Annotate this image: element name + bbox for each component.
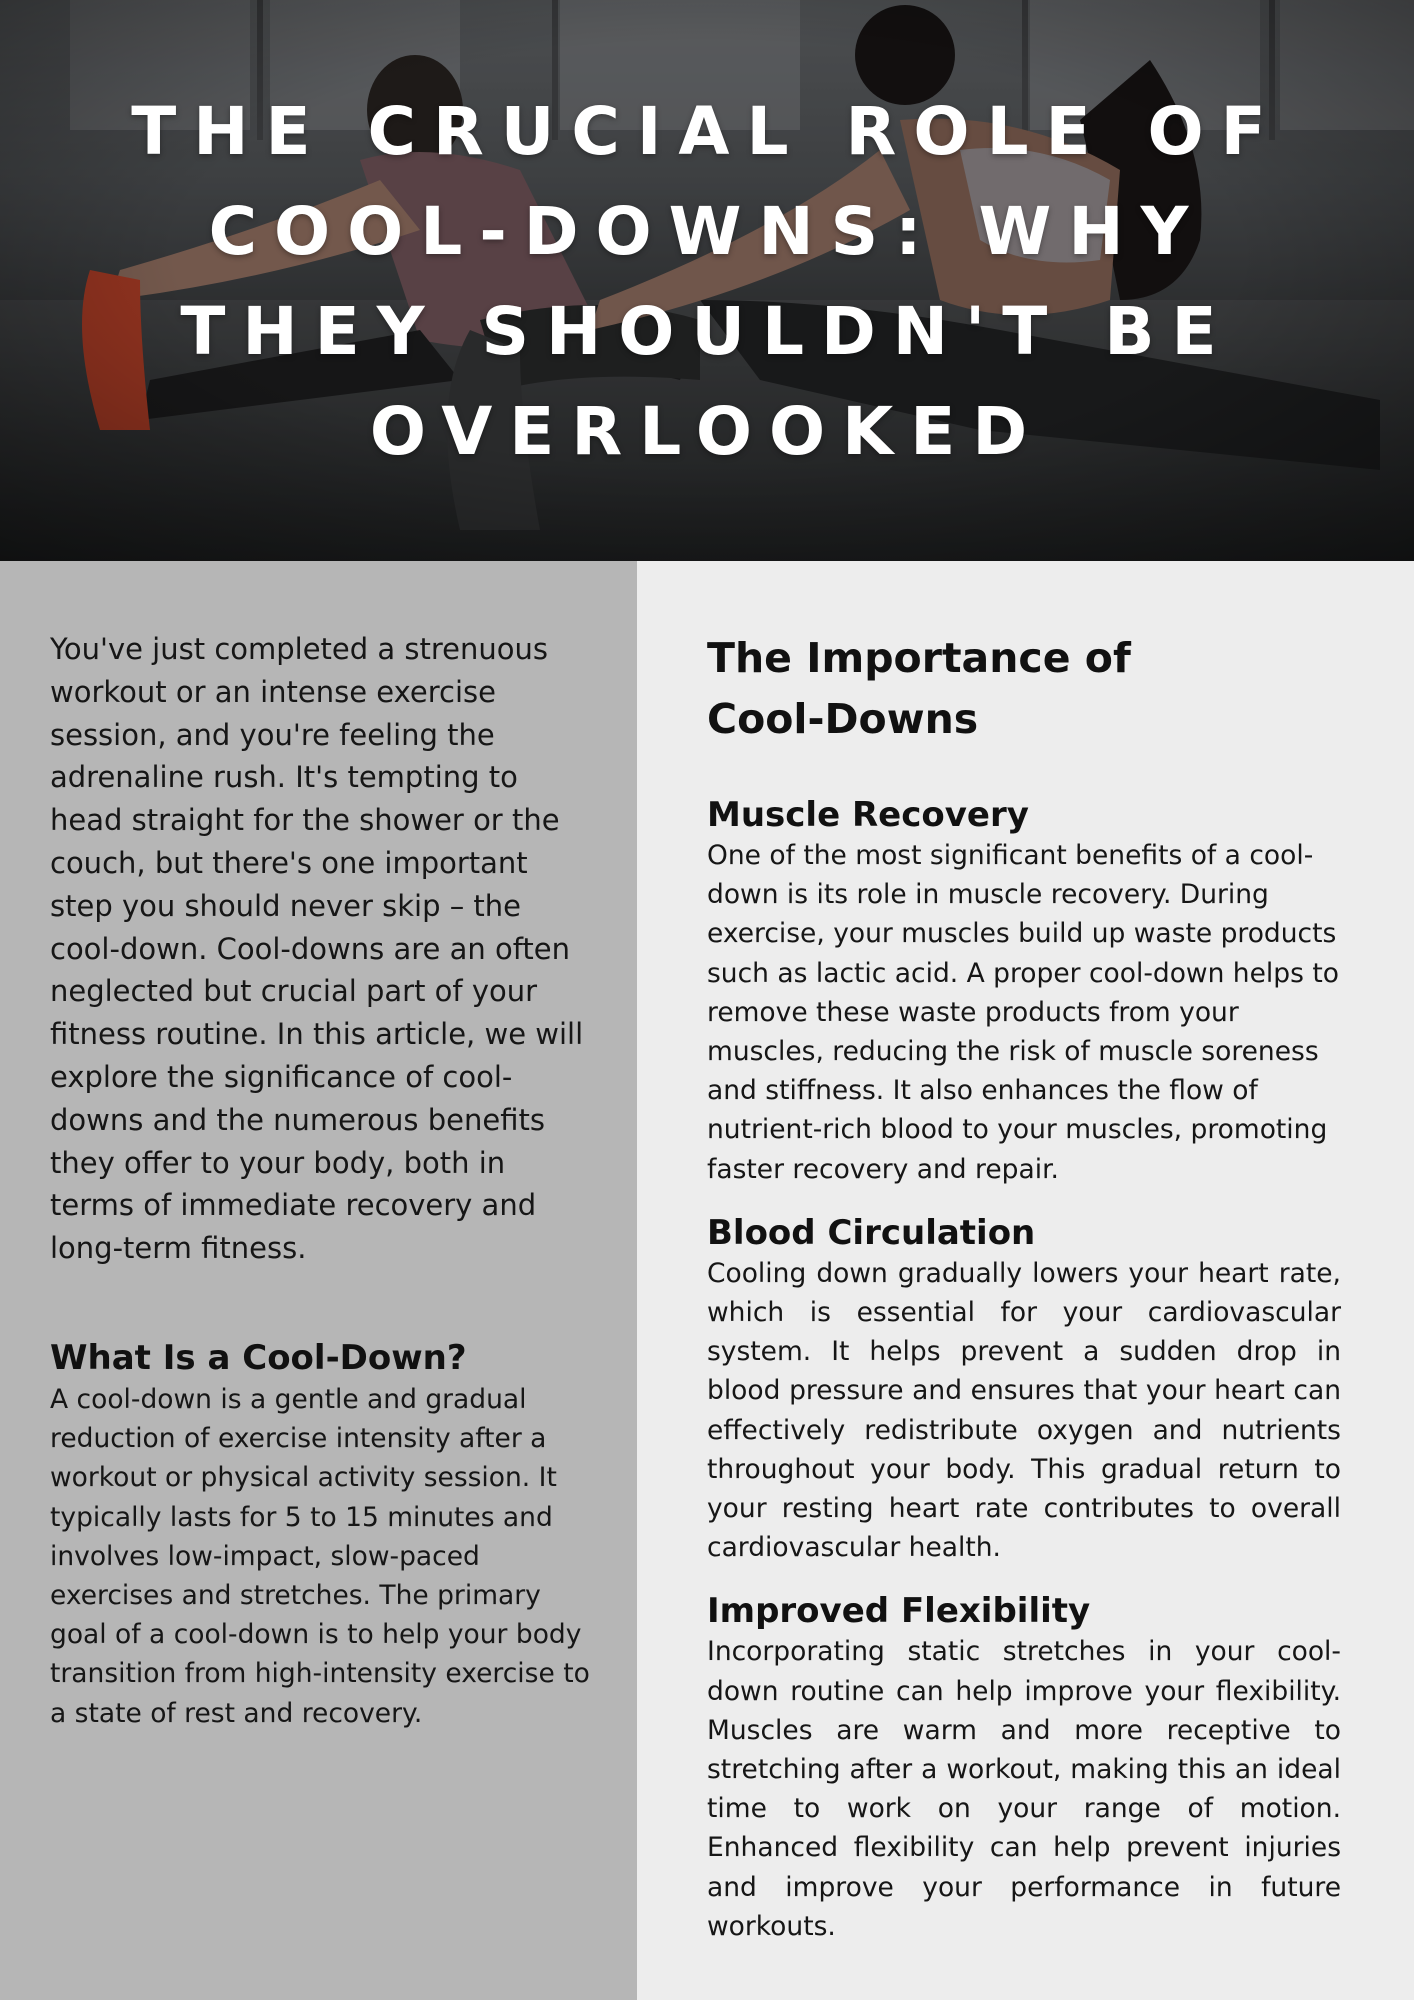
page-title: THE CRUCIAL ROLE OF COOL-DOWNS: WHY THEY SHOULDN'T BE OVERLOOKED <box>131 93 1283 470</box>
left-column <box>0 561 637 2000</box>
what-is-paragraph: A cool-down is a gentle and gradual reduction of exercise intensity after a workout or physical activity session. It typically lasts for 5 to 15 minutes and involves low-impact, slow-paced exercises and stretches. The primary goal of a cool-down is to help your body transition from high-intensity exercise to a state of rest and recovery. <box>50 1384 590 1729</box>
flexibility-heading: Improved Flexibility <box>707 1591 1091 1632</box>
hero-banner <box>0 0 1414 561</box>
muscle-recovery-paragraph: One of the most significant benefits of a cool-down is its role in muscle recovery. During exercise, your muscles build up waste products such as lactic acid. A proper cool-down helps to remove these waste products from your muscles, reducing the risk of muscle soreness and stiffness. It also enhances the flow of nutrient-rich blood to your muscles, promoting faster recovery and repair. <box>707 840 1339 1185</box>
muscle-recovery-heading: Muscle Recovery <box>707 795 1029 835</box>
flexibility-paragraph: Incorporating static stretches in your cool-down routine can help improve your flexibility. Muscles are warm and more receptive to stretching after a workout, making this an ideal time to work on your range of motion. Enhanced flexibility can help prevent injuries and improve your performance in future workouts. <box>707 1636 1341 1942</box>
flexibility-section <box>707 1590 1341 1946</box>
what-is-heading: What Is a Cool-Down? <box>50 1338 467 1378</box>
muscle-recovery-section <box>707 794 1341 1189</box>
what-is-section <box>50 1336 595 1733</box>
right-column <box>637 561 1414 2000</box>
importance-heading: The Importance of Cool-Downs <box>707 634 1131 743</box>
blood-circulation-paragraph: Cooling down gradually lowers your heart rate, which is essential for your cardiovascular system. It helps prevent a sudden drop in blood pressure and ensures that your heart can effectively redistribute oxygen and nutrients throughout your body. This gradual return to your resting heart rate contributes to overall cardiovascular health. <box>707 1257 1341 1564</box>
intro-paragraph: You've just completed a strenuous workout or an intense exercise session, and you're feeling the adrenaline rush. It's tempting to head straight for the shower or the couch, but there's one important step you should never skip – the cool-down. Cool-downs are an often neglected but crucial part of your fitness routine. In this article, we will explore the significance of cool-downs and the numerous benefits they offer to your body, both in terms of immediate recovery and long-term fitness. <box>50 632 584 1266</box>
blood-circulation-section <box>707 1212 1341 1568</box>
blood-circulation-heading: Blood Circulation <box>707 1212 1036 1253</box>
